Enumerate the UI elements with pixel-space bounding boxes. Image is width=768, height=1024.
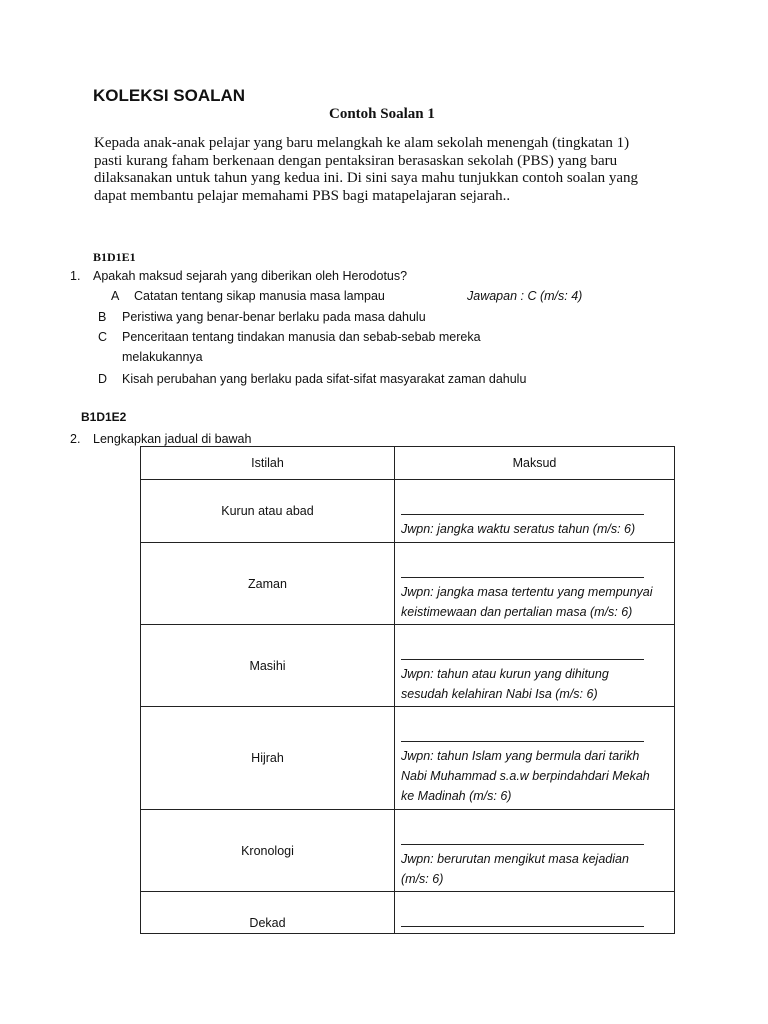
answer-text: sesudah kelahiran Nabi Isa (m/s: 6) xyxy=(401,687,598,701)
meaning-cell xyxy=(395,810,675,892)
option-a-text: Catatan tentang sikap manusia masa lampau xyxy=(134,289,385,303)
question1-number: 1. xyxy=(70,269,81,283)
table-header-row xyxy=(141,447,675,480)
term-cell: Kronologi xyxy=(141,810,395,892)
option-b-letter: B xyxy=(98,310,107,324)
table-row xyxy=(141,810,675,892)
page-title: KOLEKSI SOALAN xyxy=(93,86,246,105)
question1-text: Apakah maksud sejarah yang diberikan oleh Herodotus? xyxy=(93,269,408,283)
table-row xyxy=(141,480,675,543)
option-d-text: Kisah perubahan yang berlaku pada sifat-sifat masyarakat zaman dahulu xyxy=(122,372,527,386)
answer-text: keistimewaan dan pertalian masa (m/s: 6) xyxy=(401,605,633,619)
meaning-cell xyxy=(395,707,675,810)
table-row xyxy=(141,892,675,934)
answer-blank-line xyxy=(401,565,644,578)
option-b-text: Peristiwa yang benar-benar berlaku pada masa dahulu xyxy=(122,310,426,324)
section1-code: B1D1E1 xyxy=(93,250,136,264)
meaning-cell xyxy=(395,480,675,543)
table-header-meaning: Maksud xyxy=(395,447,675,480)
answer-blank-line xyxy=(401,729,644,742)
table-row xyxy=(141,543,675,625)
intro-line: Kepada anak-anak pelajar yang baru melangkah ke alam sekolah menengah (tingkatan 1) xyxy=(94,135,630,151)
option-c-text: Penceritaan tentang tindakan manusia dan sebab-sebab mereka xyxy=(122,330,481,344)
answer-text: (m/s: 6) xyxy=(401,872,444,886)
table-header-term: Istilah xyxy=(141,447,395,480)
option-a-letter: A xyxy=(111,289,120,303)
section2-code: B1D1E2 xyxy=(81,410,127,424)
page-subtitle: Contoh Soalan 1 xyxy=(329,106,435,122)
answer-text: Jwpn: jangka masa tertentu yang mempunyai xyxy=(401,585,653,599)
question1-answer: Jawapan : C (m/s: 4) xyxy=(467,289,583,303)
answer-blank-line xyxy=(401,914,644,927)
meaning-cell xyxy=(395,543,675,625)
term-cell: Hijrah xyxy=(141,707,395,810)
option-c-letter: C xyxy=(98,330,108,344)
term-cell: Kurun atau abad xyxy=(141,480,395,543)
answer-blank-line xyxy=(401,647,644,660)
intro-line: dilaksanakan untuk tahun yang kedua ini. Di sini saya mahu tunjukkan contoh soalan yang xyxy=(94,170,639,186)
answer-text: Jwpn: berurutan mengikut masa kejadian xyxy=(401,852,629,866)
meaning-cell xyxy=(395,625,675,707)
answer-text: Jwpn: tahun atau kurun yang dihitung xyxy=(401,667,609,681)
intro-line: pasti kurang faham berkenaan dengan pentaksiran berasaskan sekolah (PBS) yang baru xyxy=(94,152,618,169)
meaning-cell xyxy=(395,892,675,934)
answer-text: Jwpn: jangka waktu seratus tahun (m/s: 6) xyxy=(401,522,636,536)
terms-table xyxy=(140,446,675,934)
option-c-text-continued: melakukannya xyxy=(122,350,203,364)
answer-text: Nabi Muhammad s.a.w berpindahdari Mekah xyxy=(401,769,650,783)
term-cell: Zaman xyxy=(141,543,395,625)
term-cell: Dekad xyxy=(141,892,395,934)
answer-text: Jwpn: tahun Islam yang bermula dari tarikh xyxy=(401,749,640,763)
intro-paragraph xyxy=(94,135,694,205)
answer-blank-line xyxy=(401,502,644,515)
term-cell: Masihi xyxy=(141,625,395,707)
answer-text: ke Madinah (m/s: 6) xyxy=(401,789,512,803)
table-row xyxy=(141,707,675,810)
answer-blank-line xyxy=(401,832,644,845)
question2-number: 2. xyxy=(70,432,81,446)
question2-text: Lengkapkan jadual di bawah xyxy=(93,432,252,446)
option-d-letter: D xyxy=(98,372,108,386)
intro-line: dapat membantu pelajar memahami PBS bagi matapelajaran sejarah.. xyxy=(94,187,511,204)
table-row xyxy=(141,625,675,707)
